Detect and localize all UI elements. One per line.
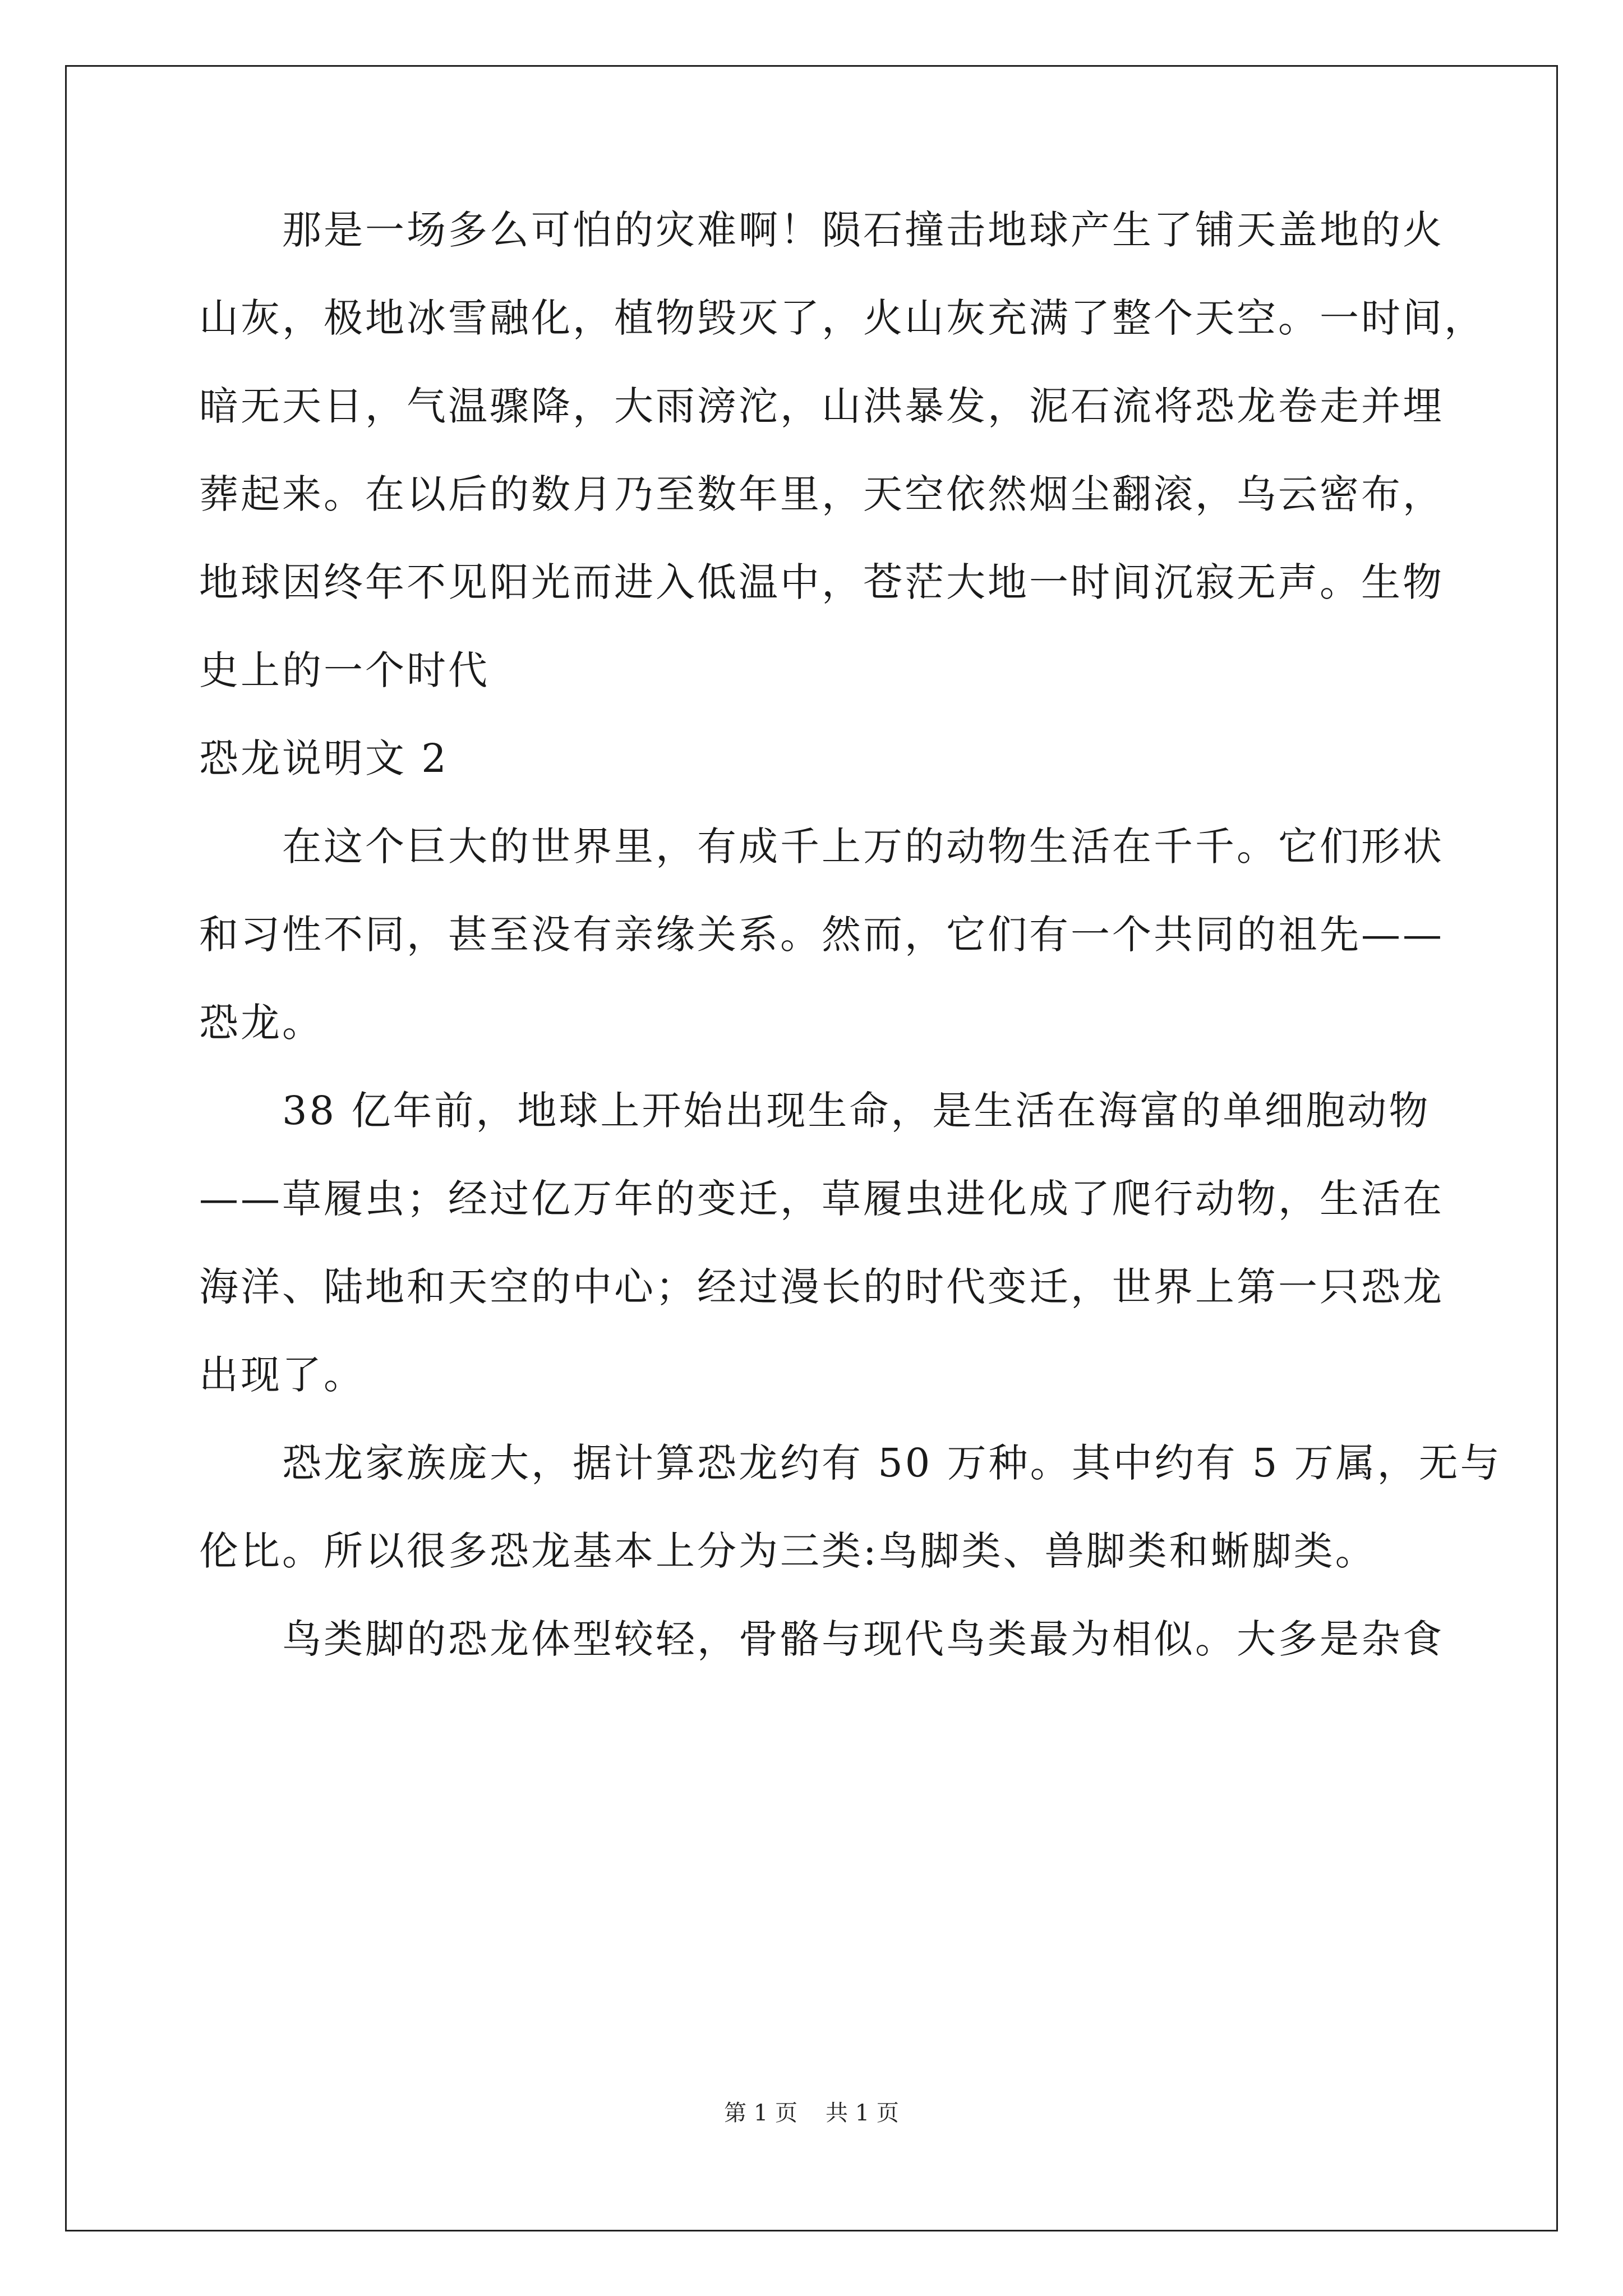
document-body	[199, 202, 1502, 1699]
paragraph	[199, 818, 1444, 1051]
paragraph	[199, 202, 1486, 698]
text-line: 鸟类脚的恐龙体型较轻，骨骼与现代鸟类最为相似。大多是杂食	[282, 1616, 1444, 1662]
paragraph	[199, 1435, 1502, 1579]
text-line: 海洋、陆地和天空的中心；经过漫长的时代变迁，世界上第一只恐龙	[199, 1264, 1444, 1310]
paragraph	[199, 1611, 1444, 1667]
text-line: 38 亿年前，地球上开始出现生命，是生活在海富的单细胞动物	[282, 1088, 1431, 1134]
text-line: 恐龙。	[199, 1000, 324, 1046]
text-line: 史上的一个时代	[199, 647, 490, 693]
text-line: 葬起来。在以后的数月乃至数年里，天空依然烟尘翻滚，乌云密布，	[199, 471, 1444, 517]
paragraph	[199, 1083, 1444, 1403]
text-line: ——草履虫；经过亿万年的变迁，草履虫进化成了爬行动物，生活在	[199, 1176, 1444, 1222]
page-number: 第 1 页	[724, 2100, 797, 2126]
text-line: 暗无天日，气温骤降，大雨滂沱，山洪暴发，泥石流将恐龙卷走并埋	[199, 383, 1444, 429]
text-line: 那是一场多么可怕的灾难啊！陨石撞击地球产生了铺天盖地的火	[282, 207, 1444, 253]
text-line: 山灰，极地冰雪融化，植物毁灭了，火山灰充满了整个天空。一时间，	[199, 295, 1486, 341]
section-title: 恐龙说明文 2	[199, 735, 449, 781]
text-line: 在这个巨大的世界里，有成千上万的动物生活在千千。它们形状	[282, 823, 1444, 869]
text-line: 伦比。所以很多恐龙基本上分为三类:鸟脚类、兽脚类和蜥脚类。	[199, 1528, 1377, 1574]
text-line: 出现了。	[199, 1352, 365, 1398]
page-total: 共 1 页	[826, 2100, 899, 2126]
text-line: 恐龙家族庞大，据计算恐龙约有 50 万种。其中约有 5 万属，无与	[282, 1440, 1502, 1486]
text-line: 地球因终年不见阳光而进入低温中，苍茫大地一时间沉寂无声。生物	[199, 559, 1444, 605]
page-footer	[0, 2099, 1623, 2127]
text-line: 和习性不同，甚至没有亲缘关系。然而，它们有一个共同的祖先——	[199, 912, 1444, 958]
